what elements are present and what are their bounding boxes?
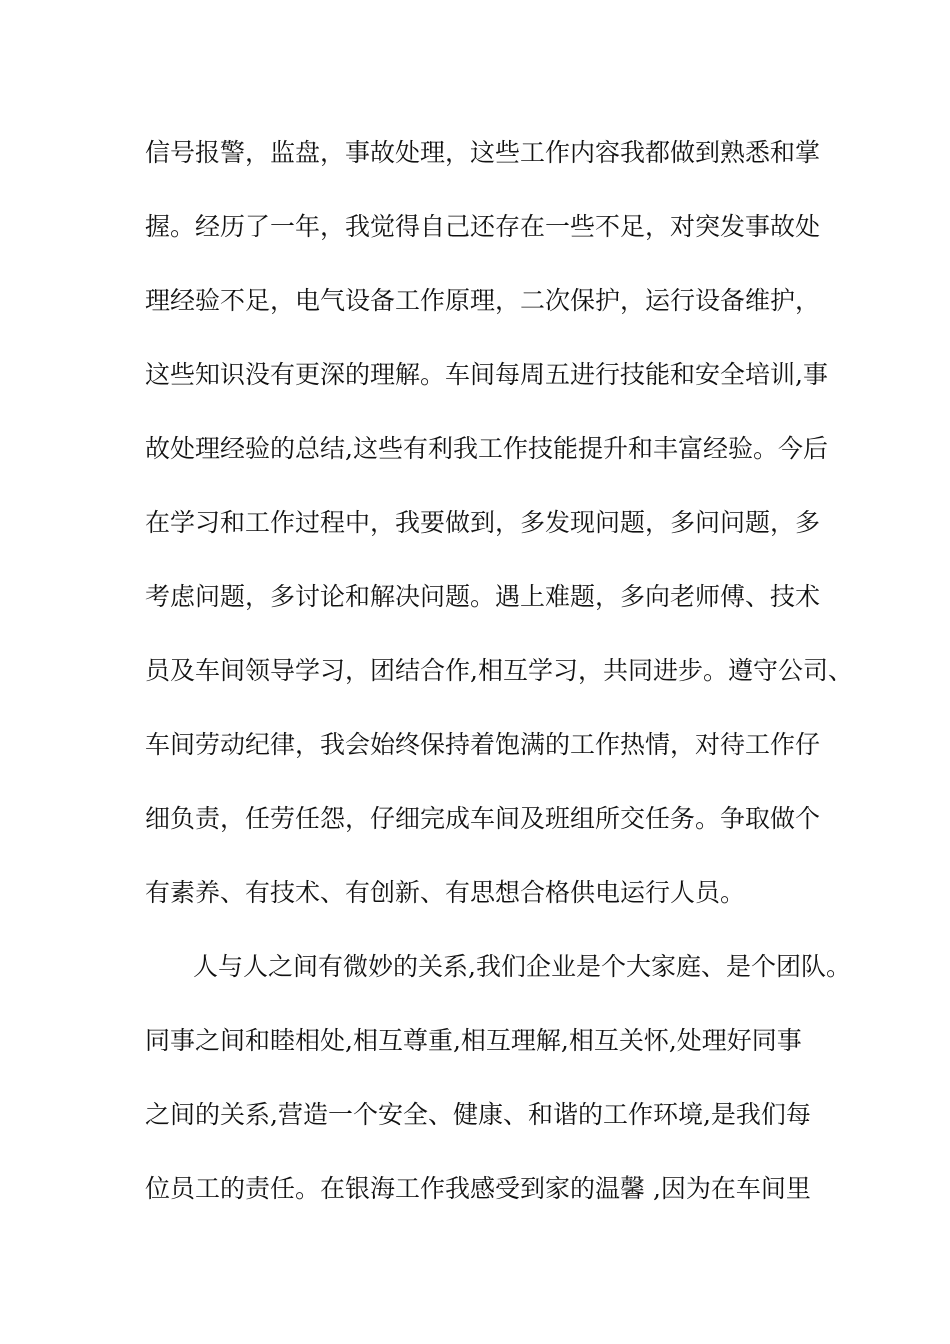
text-line-11: 有素养、有技术、有创新、有思想合格供电运行人员。: [145, 878, 746, 907]
text-line-8: 员及车间领导学习，团结合作,相互学习，共同进步。遵守公司、: [145, 656, 853, 685]
text-line-4: 这些知识没有更深的理解。车间每周五进行技能和安全培训,事: [145, 360, 828, 389]
text-line-14: 之间的关系,营造一个安全、健康、和谐的工作环境,是我们每: [145, 1100, 811, 1129]
paragraph-2-first-line: 人与人之间有微妙的关系,我们企业是个大家庭、是个团队。: [193, 952, 851, 981]
body-text: [145, 126, 853, 1236]
text-line-6: 在学习和工作过程中，我要做到，多发现问题，多问问题，多: [145, 508, 821, 537]
text-line-3: 理经验不足，电气设备工作原理，二次保护，运行设备维护，: [145, 286, 821, 315]
text-line-1: 信号报警，监盘，事故处理，这些工作内容我都做到熟悉和掌: [145, 138, 821, 167]
text-line-9: 车间劳动纪律，我会始终保持着饱满的工作热情，对待工作仔: [145, 730, 821, 759]
text-line-5: 故处理经验的总结,这些有利我工作技能提升和丰富经验。今后: [145, 434, 828, 463]
text-line-13: 同事之间和睦相处,相互尊重,相互理解,相互关怀,处理好同事: [145, 1026, 802, 1055]
text-line-10: 细负责，任劳任怨，仔细完成车间及班组所交任务。争取做个: [145, 804, 821, 833]
text-line-15: 位员工的责任。在银海工作我感受到家的温馨 ,因为在车间里: [145, 1174, 811, 1203]
text-line-7: 考虑问题，多讨论和解决问题。遇上难题，多向老师傅、技术: [145, 582, 821, 611]
text-line-2: 握。经历了一年，我觉得自己还存在一些不足，对突发事故处: [145, 212, 821, 241]
